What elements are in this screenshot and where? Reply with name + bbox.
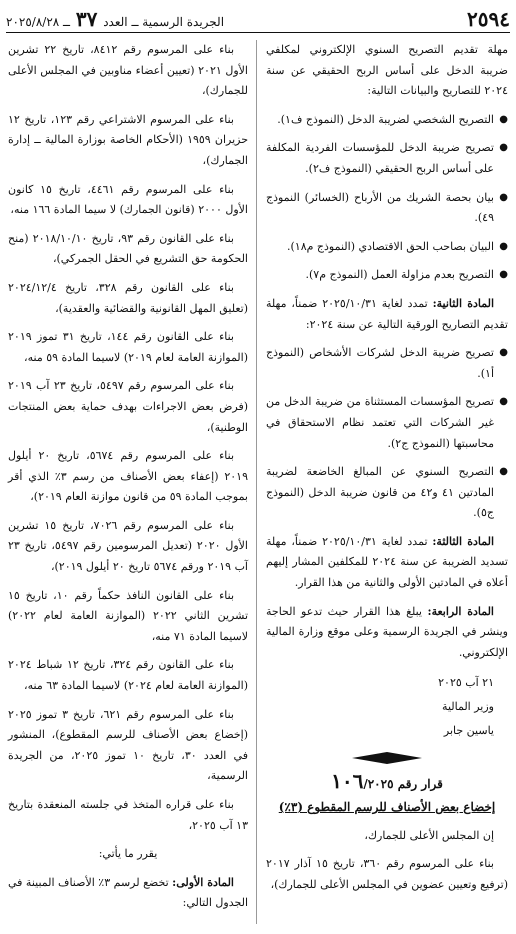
basis-paragraph: بناء على القانون رقم ٩٣، تاريخ ٢٠١٨/١٠/١٠ (منح الحكومة حق التشريع في الحقل الجمركي)، <box>8 231 248 266</box>
decision-subject: إخضاع بعض الأصناف للرسم المقطوع (٣٪) <box>278 800 496 815</box>
signature-title: وزير المالية <box>442 700 494 714</box>
basis-paragraph: بناء على القانون رقم ١٤٤، تاريخ ٣١ تموز ٢٠١٩ (الموازنة العامة لعام ٢٠١٩) لاسيما المادة ٥٩ منه، <box>8 330 248 364</box>
bullet-icon: ● <box>499 191 508 203</box>
article-4: المادة الرابعة: يبلغ هذا القرار حيث تدعو الحاجة وينشر في الجريدة الرسمية وعلى موقع وزارة المالية الإلكتروني. <box>266 604 508 659</box>
basis-paragraph: بناء على المرسوم الاشتراعي رقم ١٢٣، تاريخ ١٢ حزيران ١٩٥٩ (الأحكام الخاصة بوزارة المالية ــ إدارة الجمارك)، <box>8 112 249 167</box>
list-item: ● تصريح المؤسسات المستثناة من ضريبة الدخل من غير الشركات التي تعتمد نظام الاستحقاق في محاسبتها (النموذج ج٢). <box>266 392 508 454</box>
basis-paragraph: بناء على القانون النافذ حكماً رقم ١٠، تاريخ ١٥ تشرين الثاني ٢٠٢٢ (الموازنة العامة لعام ٢٠٢٢) لاسيما المادة ٧١ منه، <box>8 588 249 643</box>
list-item: ● التصريح السنوي عن المبالغ الخاضعة لضريبة المادتين ٤١ و٤٢ من قانون ضريبة الدخل (النموذج ج٥). <box>266 462 508 524</box>
column-divider <box>256 40 257 924</box>
bullet-icon: ● <box>499 240 508 252</box>
basis-paragraph: بناء على المرسوم رقم ٤٤٦١، تاريخ ١٥ كانون الأول ٢٠٠٠ (قانون الجمارك) لا سيما المادة ١٦٦ منه، <box>8 182 248 217</box>
list-item: ● تصريح ضريبة الدخل للمؤسسات الفردية المكلفة على أساس الربح الحقيقي (النموذج ف٢). <box>266 138 508 179</box>
list-item: ● التصريح بعدم مزاولة العمل (النموذج م٧). <box>266 265 508 286</box>
right-column <box>266 40 508 903</box>
basis-paragraph: بناء على المرسوم رقم ٧٠٢٦، تاريخ ١٥ تشرين الأول ٢٠٢٠ (تعديل المرسومين رقم ٥٤٩٧، تاريخ ٢٣ آب ٢٠١٩ ورقم ٥٦٧٤ تاريخ ٢٠ أيلول ٢٠١٩)، <box>8 518 248 574</box>
basis-paragraph: بناء على المرسوم رقم ٨٤١٢، تاريخ ٢٢ تشرين الأول ٢٠٢١ (تعيين أعضاء مناوبين في المجلس الأعلى للجمارك)، <box>8 43 248 98</box>
basis-paragraph: بناء على المرسوم رقم ٥٦٧٤، تاريخ ٢٠ أيلول ٢٠١٩ (إعفاء بعض الأصناف من رسم ٣٪ الذي أقر بموجب المادة ٥٩ من قانون موازنة العام ٢٠١٩)، <box>8 449 248 504</box>
list-item: ● بيان بحصة الشريك من الأرباح (الخسائر) النموذج ٤٩). <box>266 188 508 229</box>
bullet-icon: ● <box>499 466 508 478</box>
gazette-name: الجريدة الرسمية ــ العدد <box>103 15 225 29</box>
council-line: إن المجلس الأعلى للجمارك، <box>364 828 494 842</box>
article-2: المادة الثانية: تمدد لغاية ٢٠٢٥/١٠/٣١ ضمناً، مهلة تقديم التصاريح الورقية التالية عن سنة ٢٠٢٤: <box>266 296 508 331</box>
gazette-issue-line <box>6 7 224 31</box>
bullet-icon: ● <box>499 347 508 359</box>
separator-ornament-icon <box>352 752 422 764</box>
basis-paragraph: بناء على القانون رقم ٣٢٨، تاريخ ٢٠٢٤/١٢/٤ (تعليق المهل القانونية والقضائية والعقدية)، <box>8 280 248 315</box>
bullet-icon: ● <box>499 113 508 125</box>
list-item: ● التصريح الشخصي لضريبة الدخل (النموذج ف١). <box>266 110 508 131</box>
section-separator <box>266 749 508 767</box>
page-header <box>6 6 510 33</box>
basis-paragraph: بناء على القانون رقم ٣٢٤، تاريخ ١٢ شباط ٢٠٢٤ (الموازنة العامة لعام ٢٠٢٤) لاسيما المادة ٦٣ منه، <box>8 658 248 693</box>
decision-number: ١٠٦ <box>331 769 364 794</box>
bullet-icon: ● <box>499 396 508 408</box>
basis-paragraph: بناء على المرسوم رقم ٦٢١، تاريخ ٣ تموز ٢٠٢٥ (إخضاع بعض الأصناف للرسم المقطوع)، المنشور في العدد ٣٠، تاريخ ١٠ تموز ٢٠٢٥، من الجريدة الرسمية، <box>8 707 248 783</box>
article-1: المادة الأولى: تخضع لرسم ٣٪ الأصناف المبينة في الجدول التالي: <box>8 875 248 910</box>
bullet-icon: ● <box>499 142 508 154</box>
gazette-date: ــ ٢٠٢٥/٨/٢٨ <box>6 15 71 29</box>
signature-date: ٢١ آب ٢٠٢٥ <box>438 676 494 690</box>
basis-paragraph: بناء على المرسوم رقم ٣٦٠، تاريخ ١٥ آذار ٢٠١٧ (ترفيع وتعيين عضوين في المجلس الأعلى للجمارك)، <box>266 857 508 891</box>
list-item: ● البيان بصاحب الحق الاقتصادي (النموذج م١٨). <box>266 237 508 258</box>
signature-name: ياسين جابر <box>443 724 494 738</box>
decision-title: قرار رقم ١٠٦/٢٠٢٥ <box>331 769 443 794</box>
article-3: المادة الثالثة: تمدد لغاية ٢٠٢٥/١٠/٣١ ضمناً، مهلة تسديد الضريبة عن سنة ٢٠٢٤ للمكلفين المشار إليهم أعلاه في المادتين الأولى والثانية من هذا القرار. <box>266 534 508 590</box>
basis-paragraph: بناء على قراره المتخذ في جلسته المنعقدة بتاريخ ١٣ آب ٢٠٢٥، <box>8 798 248 832</box>
intro-paragraph: مهلة تقديم التصريح السنوي الإلكتروني لمكلفي ضريبة الدخل على أساس الربح الحقيقي عن سنة ٢٠٢٤ للتصاريح والبيانات التالية: <box>266 43 508 98</box>
bullet-icon: ● <box>499 269 508 281</box>
decides-line: يقرر ما يأتي: <box>98 847 158 861</box>
page-number: ٢٥٩٤ <box>467 7 510 31</box>
left-column <box>8 40 248 922</box>
decision-year: /٢٠٢٥ <box>363 777 394 792</box>
issue-number: ٣٧ <box>75 7 98 31</box>
basis-paragraph: بناء على المرسوم رقم ٥٤٩٧، تاريخ ٢٣ آب ٢٠١٩ (فرض بعض الاجراءات بهدف حماية بعض المنتجات الوطنية)، <box>8 379 248 434</box>
signature-block <box>266 671 508 743</box>
list-item: ● تصريح ضريبة الدخل لشركات الأشخاص (النموذج أ١). <box>266 343 508 384</box>
